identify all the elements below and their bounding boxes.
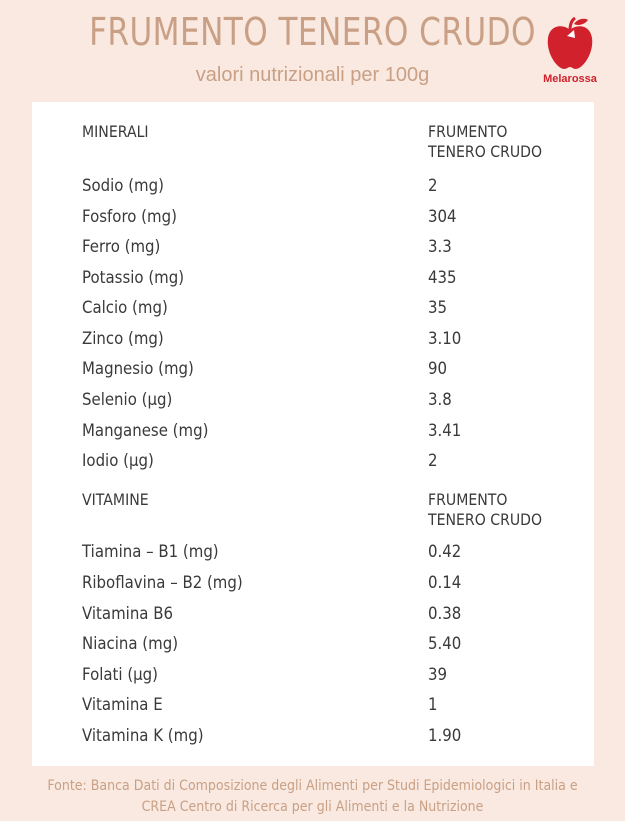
row-label: Vitamina K (mg): [82, 726, 204, 746]
table-row: [32, 567, 594, 597]
row-value: 3.10: [428, 329, 462, 349]
vitamins-header-row: [32, 490, 594, 529]
table-row: [32, 292, 594, 322]
table-row: [32, 445, 594, 475]
table-row: [32, 353, 594, 383]
table-row: [32, 170, 594, 200]
table-row: [32, 689, 594, 719]
apple-icon: [544, 16, 596, 72]
row-value: 0.42: [428, 542, 462, 562]
table-row: [32, 415, 594, 445]
row-value: 1: [428, 695, 438, 715]
page-subtitle: valori nutrizionali per 100g: [195, 64, 430, 86]
row-label: Vitamina E: [82, 695, 163, 715]
vitamins-header-value: [428, 490, 542, 530]
row-label: Zinco (mg): [82, 329, 164, 349]
row-value: 5.40: [428, 634, 462, 654]
row-label: Magnesio (mg): [82, 359, 194, 379]
brand-logo: [540, 16, 600, 90]
row-label: Ferro (mg): [82, 237, 161, 257]
minerals-header-value: [428, 122, 542, 162]
row-value: 90: [428, 359, 448, 379]
table-row: [32, 231, 594, 261]
row-value: 435: [428, 268, 457, 288]
row-value: 39: [428, 665, 448, 685]
row-value: 0.14: [428, 573, 462, 593]
table-row: [32, 262, 594, 292]
row-label: Niacina (mg): [82, 634, 179, 654]
table-row: [32, 323, 594, 353]
row-label: Folati (µg): [82, 665, 159, 685]
row-value: 3.8: [428, 390, 452, 410]
row-value: 304: [428, 207, 457, 227]
row-value: 0.38: [428, 604, 462, 624]
row-value: 3.3: [428, 237, 452, 257]
brand-name: Melarossa: [543, 73, 597, 85]
row-value: 2: [428, 451, 438, 471]
table-row: [32, 384, 594, 414]
vitamins-header-label: VITAMINE: [82, 490, 149, 509]
minerals-header-value-line1: FRUMENTO: [428, 122, 508, 141]
page-title: FRUMENTO TENERO CRUDO: [89, 10, 536, 54]
table-row: [32, 598, 594, 628]
row-label: Iodio (µg): [82, 451, 154, 471]
vitamins-header-value-line2: TENERO CRUDO: [428, 510, 543, 529]
table-row: [32, 659, 594, 689]
row-label: Riboflavina – B2 (mg): [82, 573, 243, 593]
table-row: [32, 536, 594, 566]
row-value: 2: [428, 176, 438, 196]
nutrition-table: [32, 102, 594, 766]
vitamins-header-value-line1: FRUMENTO: [428, 490, 508, 509]
minerals-header-value-line2: TENERO CRUDO: [428, 142, 543, 161]
minerals-header-row: [32, 122, 594, 161]
row-label: Sodio (mg): [82, 176, 164, 196]
source-note: [31, 776, 594, 818]
source-line1: Fonte: Banca Dati di Composizione degli Alimenti per Studi Epidemiologici in Italia e: [47, 778, 578, 794]
row-value: 35: [428, 298, 448, 318]
minerals-header-label: MINERALI: [82, 122, 149, 141]
row-value: 1.90: [428, 726, 462, 746]
source-line2: CREA Centro di Ricerca per gli Alimenti e la Nutrizione: [141, 799, 484, 815]
row-label: Calcio (mg): [82, 298, 168, 318]
row-label: Manganese (mg): [82, 421, 209, 441]
row-label: Potassio (mg): [82, 268, 185, 288]
row-value: 3.41: [428, 421, 462, 441]
row-label: Vitamina B6: [82, 604, 174, 624]
table-row: [32, 628, 594, 658]
row-label: Tiamina – B1 (mg): [82, 542, 219, 562]
table-row: [32, 201, 594, 231]
table-row: [32, 720, 594, 750]
row-label: Fosforo (mg): [82, 207, 177, 227]
row-label: Selenio (µg): [82, 390, 173, 410]
